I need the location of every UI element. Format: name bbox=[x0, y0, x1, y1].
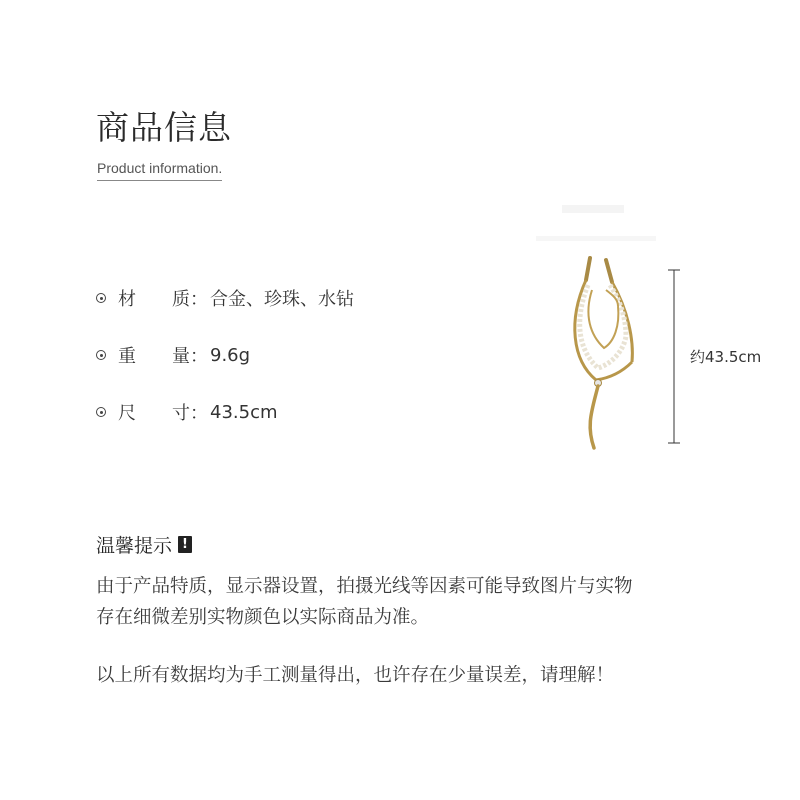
watermark-smudge bbox=[536, 236, 656, 241]
clasp-right bbox=[606, 260, 612, 282]
spec-value-size: 43.5cm bbox=[210, 401, 278, 423]
spec-row-weight bbox=[96, 343, 250, 367]
spec-label bbox=[118, 342, 190, 368]
spec-row-size bbox=[96, 400, 278, 424]
tips-title: 温馨提示 bbox=[96, 535, 173, 557]
spec-label-char: 重 bbox=[118, 346, 136, 367]
tips-paragraph-1-line-1: 由于产品特质，显示器设置，拍摄光线等因素可能导致图片与实物 bbox=[96, 576, 633, 597]
layered-necklace-icon bbox=[520, 190, 780, 460]
spec-colon: ： bbox=[190, 346, 208, 367]
spec-label bbox=[118, 285, 190, 311]
spec-label-char: 质 bbox=[172, 289, 190, 310]
clasp-left bbox=[586, 258, 590, 280]
chain-inner bbox=[588, 290, 618, 348]
tips-heading bbox=[96, 531, 192, 558]
spec-label-char: 量 bbox=[172, 346, 190, 367]
dimension-label: 约43.5cm bbox=[690, 348, 762, 366]
spec-row-material bbox=[96, 286, 354, 310]
spec-label-char: 尺 bbox=[118, 403, 136, 424]
warning-icon: ! bbox=[178, 536, 192, 553]
drop-chain bbox=[590, 386, 598, 448]
spec-label-char: 寸 bbox=[172, 403, 190, 424]
tips-paragraph-2: 以上所有数据均为手工测量得出，也许存在少量误差，请理解！ bbox=[96, 665, 615, 686]
bullet-icon bbox=[96, 407, 106, 417]
spec-label-char: 材 bbox=[118, 289, 136, 310]
watermark-smudge bbox=[562, 205, 624, 213]
bullet-icon bbox=[96, 293, 106, 303]
spec-colon: ： bbox=[190, 289, 208, 310]
tips-paragraph-1-line-2: 存在细微差别实物颜色以实际商品为准。 bbox=[96, 607, 430, 628]
spec-colon: ： bbox=[190, 403, 208, 424]
spec-value-material: 合金、珍珠、水钻 bbox=[210, 289, 354, 310]
spec-value-weight: 9.6g bbox=[210, 344, 251, 366]
page-title: 商品信息 bbox=[96, 108, 232, 147]
page-subtitle: Product information. bbox=[97, 159, 222, 181]
bullet-icon bbox=[96, 350, 106, 360]
spec-label bbox=[118, 399, 190, 425]
